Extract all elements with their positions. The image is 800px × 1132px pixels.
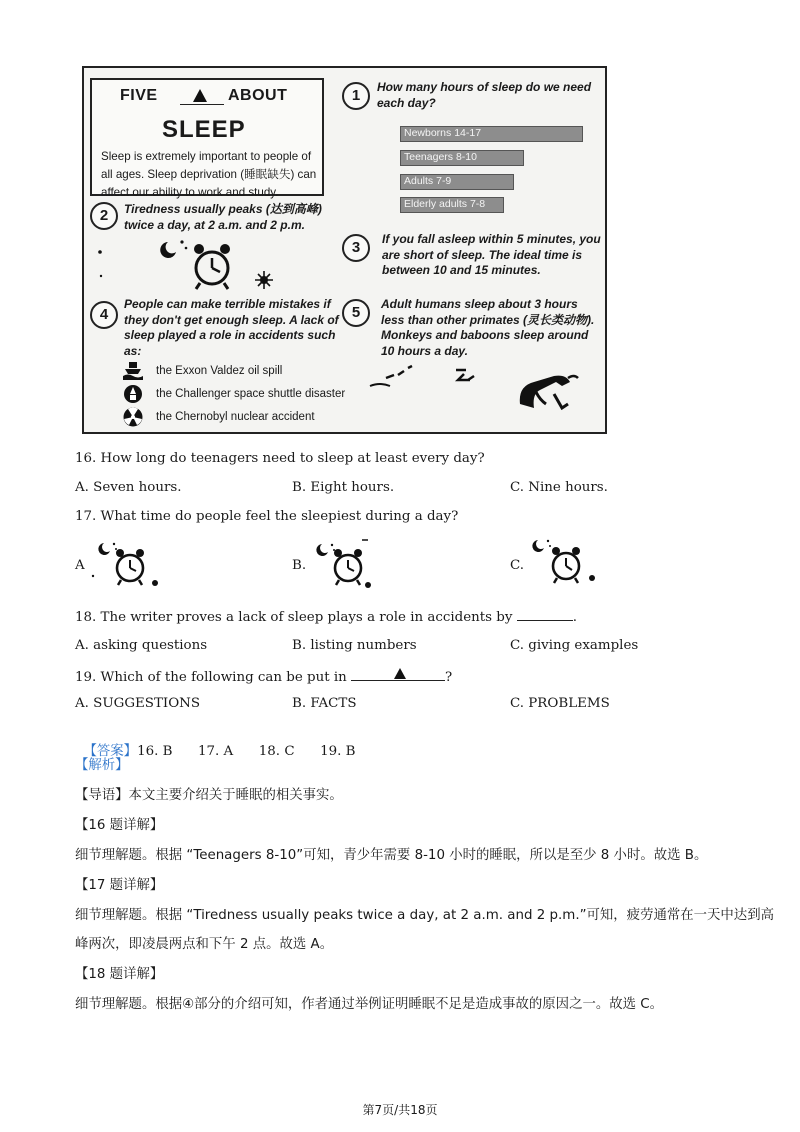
q17-option-b: B. (292, 558, 307, 573)
q19-option-b: B. FACTS (292, 696, 357, 711)
accident-chernobyl: the Chernobyl nuclear accident (156, 411, 315, 423)
q19-mark: ? (445, 670, 453, 685)
answer-list: 16. B 17. A 18. C 19. B (137, 744, 356, 759)
fact2-text: Tiredness usually peaks (达到高峰) twice a day, at 2 a.m. and 2 p.m. (124, 202, 322, 232)
bar-elderly-adults: Elderly adults 7-8 (400, 197, 504, 213)
oil-spill-icon (122, 361, 144, 381)
space-shuttle-icon (122, 384, 144, 404)
q18-option-c: C. giving examples (510, 638, 639, 653)
detail-17-text-line1: 细节理解题。根据 “Tiredness usually peaks twice a day, at 2 a.m. and 2 p.m.”可知，疲劳通常在一天中达到高 (75, 908, 774, 923)
sleeping-monkey-icon (368, 364, 600, 420)
q19-text: 19. Which of the following can be put in (75, 670, 347, 685)
sleep-infographic (82, 66, 607, 434)
fact-number-2: 2 (90, 202, 118, 230)
detail-16-text: 细节理解题。根据 “Teenagers 8-10”可知，青少年需要 8-10 小时的睡眠，所以是至少 8 小时。故选 B。 (75, 848, 708, 863)
question-16: 16. How long do teenagers need to sleep at least every day? (75, 451, 485, 466)
answer-tag: 【答案】 (83, 744, 138, 759)
q18-blank (517, 609, 573, 621)
title-five: FIVE (120, 87, 158, 104)
detail-18-text: 细节理解题。根据④部分的介绍可知，作者通过举例证明睡眠不足是造成事故的原因之一。故选 C。 (75, 997, 664, 1012)
fact-number-3: 3 (342, 234, 370, 262)
q18-text: 18. The writer proves a lack of sleep plays a role in accidents by (75, 610, 513, 625)
fact4-text: People can make terrible mistakes if they don't get enough sleep. A lack of sleep played a role in accidents such as: (124, 297, 339, 358)
poster-title-line (120, 87, 304, 109)
fact-number-5: 5 (342, 299, 370, 327)
question-19 (75, 667, 452, 685)
q18-option-b: B. listing numbers (292, 638, 417, 653)
guide-text: 【导语】本文主要介绍关于睡眠的相关事实。 (75, 788, 343, 803)
q16-option-b: B. Eight hours. (292, 480, 395, 495)
q19-blank (351, 667, 445, 681)
alarm-clock-icon (154, 234, 274, 292)
accident-exxon: the Exxon Valdez oil spill (156, 365, 283, 377)
question-18 (75, 609, 577, 625)
q19-option-c: C. PROBLEMS (510, 696, 610, 711)
bar-newborns: Newborns 14-17 (400, 126, 583, 142)
title-blank (180, 104, 224, 105)
fact-number-4: 4 (90, 301, 118, 329)
accident-challenger: the Challenger space shuttle disaster (156, 388, 346, 400)
fact5-text: Adult humans sleep about 3 hours less than other primates (灵长类动物). Monkeys and baboons sleep around 10 hours a day. (381, 297, 595, 358)
analysis-tag: 【解析】 (75, 758, 129, 773)
fact-number-1: 1 (342, 82, 370, 110)
detail-17-heading: 【17 题详解】 (75, 878, 164, 893)
poster-title-sleep: SLEEP (162, 116, 246, 143)
q16-option-c: C. Nine hours. (510, 480, 608, 495)
triangle-icon (193, 89, 207, 102)
page-footer: 第7页/共18页 (362, 1103, 438, 1117)
q19-option-a: A. SUGGESTIONS (75, 696, 201, 711)
q18-period: . (572, 610, 577, 625)
clock-option-a-icon (90, 540, 162, 590)
bar-adults: Adults 7-9 (400, 174, 514, 190)
q18-option-a: A. asking questions (75, 638, 208, 653)
bar-teenagers: Teenagers 8-10 (400, 150, 524, 166)
detail-18-heading: 【18 题详解】 (75, 967, 164, 982)
clock-option-b-icon (310, 538, 382, 590)
radiation-icon (122, 407, 144, 427)
q16-option-a: A. Seven hours. (75, 480, 182, 495)
q17-option-c: C. (510, 558, 525, 573)
triangle-icon (394, 668, 406, 679)
fact3-text: If you fall asleep within 5 minutes, you are short of sleep. The ideal time is between 10 and 15 minutes. (382, 232, 601, 277)
detail-16-heading: 【16 题详解】 (75, 818, 164, 833)
detail-17-text-line2: 峰两次，即凌晨两点和下午 2 点。故选 A。 (75, 937, 334, 952)
fact1-question: How many hours of sleep do we need each day? (377, 80, 592, 110)
question-17: 17. What time do people feel the sleepiest during a day? (75, 509, 459, 524)
clock-option-c-icon (528, 536, 600, 588)
dot-marks-icon (96, 248, 106, 288)
title-about: ABOUT (228, 87, 288, 104)
q17-option-a: A (75, 558, 85, 573)
title-box (90, 78, 324, 199)
intro-text: Sleep is extremely important to people of all ages. Sleep deprivation (睡眠缺失) can affect our ability to work and study. (101, 150, 317, 199)
